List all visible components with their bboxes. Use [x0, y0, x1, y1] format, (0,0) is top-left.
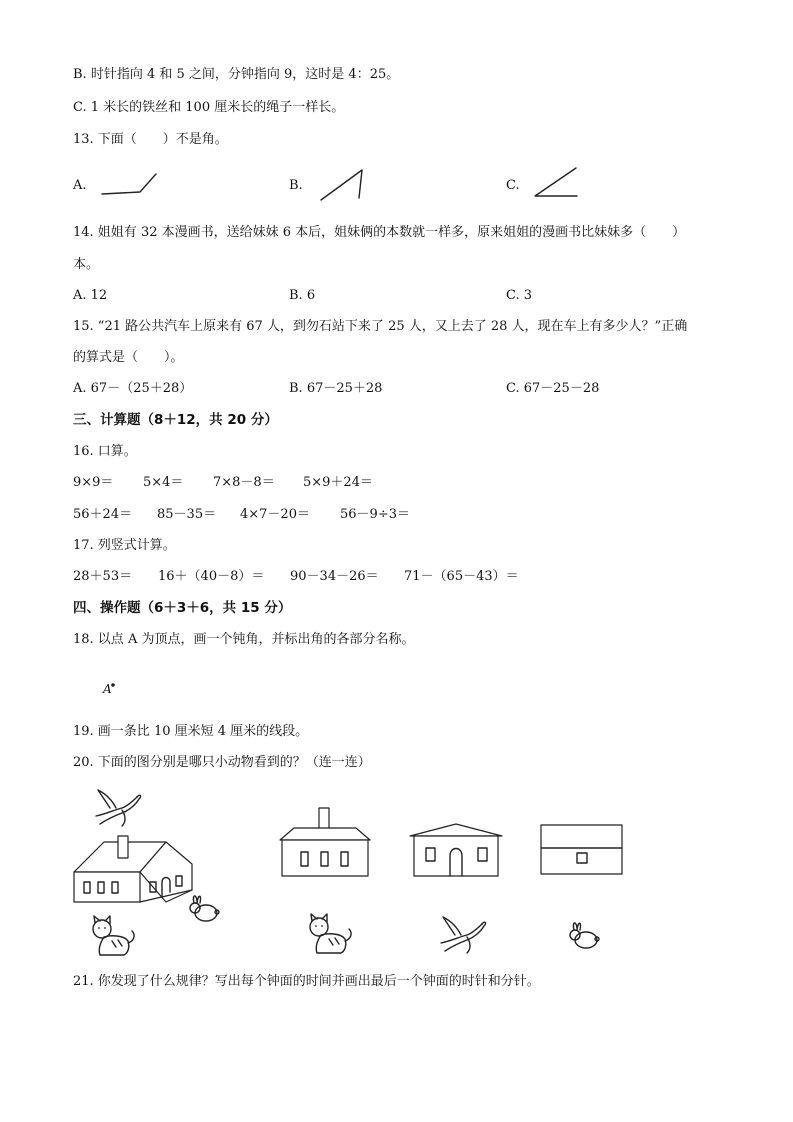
- q14-option-c: C. 3: [506, 288, 533, 303]
- section-4-heading: 四、操作题（6＋3＋6，共 15 分）: [73, 600, 292, 616]
- section-3-heading: 三、计算题（8＋12，共 20 分）: [73, 412, 278, 428]
- q14-option-b: B. 6: [289, 288, 316, 303]
- q21-stem: 21. 你发现了什么规律？写出每个钟面的时间并画出最后一个钟面的时针和分针。: [73, 974, 540, 989]
- point-a-label: A: [103, 682, 112, 696]
- q13-option-b-label: B.: [289, 178, 303, 193]
- q14-stem-line1: 14. 姐姐有 32 本漫画书，送给妹妹 6 本后，姐妹俩的本数就一样多，原来姐姐的漫画书比妹妹多（ ）: [73, 225, 686, 240]
- q16-item: 85－35＝: [157, 507, 217, 522]
- rabbit-icon: [186, 891, 222, 925]
- q16-item: 7×8－8＝: [213, 475, 275, 490]
- q14-option-a: A. 12: [73, 288, 108, 303]
- q13-stem: 13. 下面（ ）不是角。: [73, 132, 228, 147]
- q13-figure-a: [100, 172, 160, 198]
- bird-icon: [92, 786, 144, 828]
- q17-item: 16＋（40－8）＝: [158, 569, 265, 584]
- q15-option-b: B. 67－25＋28: [289, 381, 383, 396]
- house-side-view: [408, 822, 504, 878]
- bird-icon: [437, 911, 491, 957]
- q16-row-2: [73, 506, 410, 524]
- house-top-view: [540, 824, 624, 876]
- q13-option-a-label: A.: [73, 178, 87, 193]
- q16-item: 56－9÷3＝: [340, 507, 410, 522]
- q15-option-a: A. 67－（25＋28）: [73, 381, 193, 396]
- q12-option-c: C. 1 米长的铁丝和 100 厘米长的绳子一样长。: [73, 100, 345, 115]
- q16-row-1: [73, 474, 373, 492]
- q20-stem: 20. 下面的图分别是哪只小动物看到的？（连一连）: [73, 755, 371, 770]
- house-front-view: [276, 806, 372, 878]
- q13-option-c-label: C.: [506, 178, 520, 193]
- house-icon: [70, 830, 196, 906]
- q17-item: 28＋53＝: [73, 569, 133, 584]
- q15-option-c: C. 67－25－28: [506, 381, 600, 396]
- q13-figure-b: [318, 166, 368, 204]
- q17-item: 90－34－26＝: [290, 569, 379, 584]
- q17-row: [73, 568, 519, 586]
- cat-icon: [90, 915, 140, 959]
- rabbit-icon: [566, 918, 602, 952]
- q16-item: 56＋24＝: [73, 507, 133, 522]
- q16-stem: 16. 口算。: [73, 444, 137, 459]
- q18-stem: 18. 以点 A 为顶点，画一个钝角，并标出角的各部分名称。: [73, 632, 415, 647]
- q15-stem-line2: 的算式是（ ）。: [73, 350, 184, 365]
- q16-item: 9×9＝: [73, 475, 114, 490]
- q16-item: 5×9＋24＝: [303, 475, 373, 490]
- q16-item: 4×7－20＝: [240, 507, 310, 522]
- q17-item: 71－（65－43）＝: [404, 569, 519, 584]
- q13-figure-c: [532, 166, 582, 202]
- cat-icon: [307, 913, 357, 957]
- point-a-dot: [110, 682, 118, 690]
- q19-stem: 19. 画一条比 10 厘米短 4 厘米的线段。: [73, 724, 309, 739]
- q17-stem: 17. 列竖式计算。: [73, 538, 176, 553]
- q14-stem-line2: 本。: [73, 257, 100, 272]
- q15-stem-line1: 15. “21 路公共汽车上原来有 67 人，到勿石站下来了 25 人，又上去了 28 人，现在车上有多少人？”正确: [73, 319, 688, 334]
- q12-option-b: B. 时针指向 4 和 5 之间，分钟指向 9，这时是 4：25。: [73, 67, 400, 82]
- q16-item: 5×4＝: [143, 475, 184, 490]
